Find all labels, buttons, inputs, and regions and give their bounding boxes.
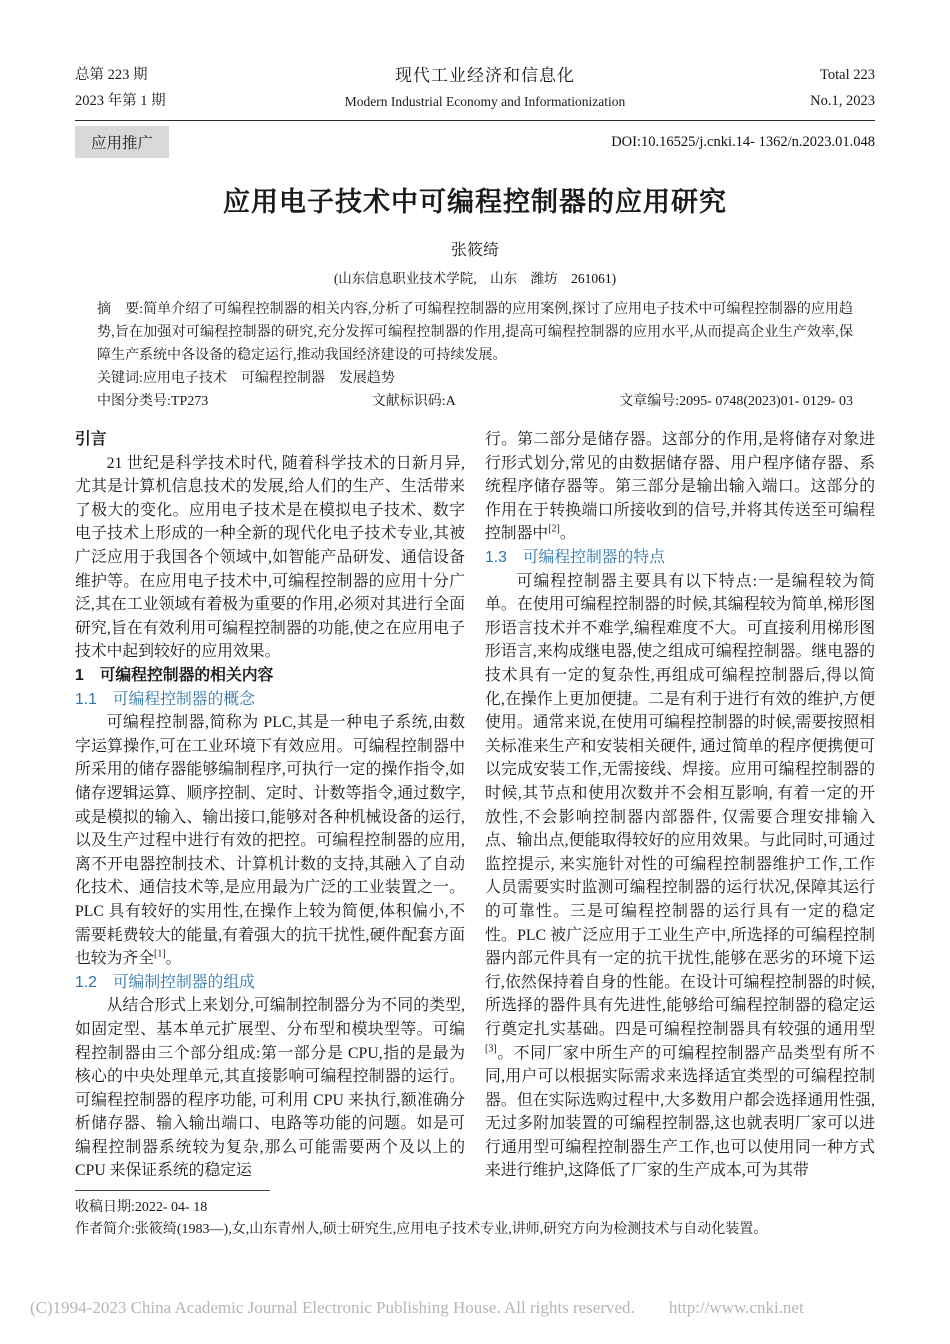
author-affiliation: (山东信息职业技术学院, 山东 潍坊 261061) xyxy=(333,271,617,287)
paragraph: 可编程控制器主要具有以下特点:一是编程较为简单。在使用可编程控制器的时候,其编程较为简单,梯形图形语言技术并不难学,编程难度不大。可直接利用梯形图形语言,来构成继电器,使之组成可编程控制器。继电器的技术具有一定的复杂性,再组成可编程控制器后,得以简化,在操作上更加便捷。二是有利于进行有效的维护,方便使用。通常来说,在使用可编程控制器的时候,需要按照相关标准来生产和安装相关硬件, 通过简单的程序便携便可以完成安装工作,无需接线、焊接。应用可编程控制器的时候,其节点和使用次数并不会相互影响, 有着一定的开放性,不会影响控制器内部器件, 仅需要合理安排输入点、输出点,便能取得较好的应用效果。与此同时,可通过监控提示, 来实施针对性的可编程控制器维护工作,工作人员需要实时监测可编程控制器的运行状况,保障其运行的可靠性。三是可编程控制器的运行具有一定的稳定性。PLC 被广泛应用于工业生产中,所选择的可编程控制器内部元件具有一定的抗干扰性,能够在恶劣的环境下运行,依然保持着自身的性能。在设计可编程控制器的时候, 所选择的器件具有先进性,能够给可编程控制器的稳定运行奠定扎实基础。四是可编程控制器具有较强的通用型[3]。不同厂家中所生产的可编程控制器产品类型有所不同,用户可以根据实际需求来选择适宜类型的可编程控制器。但在实际选购过程中,大多数用户都会选择通用性强,无过多附加装置的可编程控制器,这也就表明厂家可以进行通用型可编程控制器生产工作,也可以使用同一种方式来进行维护,这降低了厂家的生产成本,可为其带 xyxy=(485,572,875,1180)
issue-number-en: No.1, 2023 xyxy=(810,93,875,109)
author-bio: 作者简介:张筱绮(1983—),女,山东青州人,硕士研究生,应用电子技术专业,讲师,研究方向为检测技术与自动化装置。 xyxy=(75,1222,768,1238)
section-heading: 引言 xyxy=(75,431,107,449)
section-heading: 1.1 可编程控制器的概念 xyxy=(75,690,255,708)
doi-text: DOI:10.16525/j.cnki.14- 1362/n.2023.01.048 xyxy=(611,133,875,150)
issue-info-en xyxy=(725,64,875,112)
clc-number: 中图分类号:TP273 xyxy=(97,394,209,410)
citation-ref: [3] xyxy=(485,1043,497,1055)
paragraph: 21 世纪是科学技术时代, 随着科学技术的日新月异,尤其是计算机信息技术的发展,给人们的生产、生活带来了极大的变化。应用电子技术是在模拟电子技术、数字电子技术上形成的一种全新的现代化电子技术专业,其被广泛应用于我国各个领域中,如智能产品研发、通信设备维护等。在应用电子技术中,可编程控制器的应用十分广泛,其在工业领域有着极为重要的作用,必须对其进行全面研究,旨在有效利用可编程控制器的功能,使之在应用电子技术中起到较好的应用效果。 xyxy=(75,454,465,661)
issue-info-cn xyxy=(75,64,245,112)
footnote-block xyxy=(75,1190,875,1241)
article-id: 文章编号:2095- 0748(2023)01- 0129- 03 xyxy=(619,394,853,410)
page-footer xyxy=(30,1298,804,1318)
abstract-block xyxy=(75,298,875,413)
document-code: 文献标识码:A xyxy=(371,394,456,410)
section-heading: 1.3 可编程控制器的特点 xyxy=(485,549,665,567)
section-heading: 1.2 可编制控制器的组成 xyxy=(75,973,255,991)
journal-name xyxy=(245,64,725,112)
journal-header xyxy=(75,64,875,121)
left-column xyxy=(75,428,465,1183)
journal-name-cn: 现代工业经济和信息化 xyxy=(395,66,575,85)
paragraph: 行。第二部分是储存器。这部分的作用,是将储存对象进行形式划分,常见的由数据储存器、用户程序储存器、系统程序储存器等。第三部分是输出输入端口。这部分的作用在于转换端口所接收到的信号,并将其传送至可编程控制器中[2]。 xyxy=(485,431,875,543)
classification-row xyxy=(97,390,853,413)
issue-total-en: Total 223 xyxy=(820,67,875,83)
citation-ref: [2] xyxy=(548,524,560,536)
abstract-label: 摘 要: xyxy=(97,302,144,318)
journal-name-en: Modern Industrial Economy and Informationization xyxy=(344,94,626,109)
received-date: 收稿日期:2022- 04- 18 xyxy=(75,1200,208,1216)
author-name: 张筱绮 xyxy=(450,242,499,260)
keywords-label: 关键词: xyxy=(97,371,143,387)
column-badge: 应用推广 xyxy=(75,126,169,158)
footer-url: http://www.cnki.net xyxy=(668,1298,804,1317)
issue-number-cn: 2023 年第 1 期 xyxy=(75,93,166,109)
article-title: 应用电子技术中可编程控制器的应用研究 xyxy=(223,187,727,217)
abstract-paragraph xyxy=(97,298,853,367)
article-body xyxy=(75,428,875,1183)
copyright-text: (C)1994-2023 China Academic Journal Electronic Publishing House. All rights reserved. xyxy=(30,1298,635,1317)
right-column xyxy=(485,428,875,1183)
keywords-line xyxy=(97,367,853,390)
paragraph: 可编程控制器,简称为 PLC,其是一种电子系统,由数字运算操作,可在工业环境下有效应用。可编程控制器中所采用的储存器能够编制程序,可执行一定的操作指令,如储存逻辑运算、顺序控制、定时、计数等指令,通过数字,或是模拟的输入、输出接口,能够对各种机械设备的运行,以及生产过程中进行有效的把控。可编程控制器的应用,离不开电器控制技术、计算机计数的支持,其融入了自动化技术、通信技术等,是应用最为广泛的工业装置之一。PLC 具有较好的实用性,在操作上较为简便,体积偏小,不需要耗费较大的能量,有着强大的抗干扰性,硬件配套方面也较为齐全[1]。 xyxy=(75,714,465,968)
abstract-text: 简单介绍了可编程控制器的相关内容,分析了可编程控制器的应用案例,探讨了应用电子技术中可编程控制器的应用趋势,旨在加强对可编程控制器的研究,充分发挥可编程控制器的作用,提高可编程控制器的应用水平,从而提高企业生产效率,保障生产系统中各设备的稳定运行,推动我国经济建设的可持续发展。 xyxy=(97,302,853,364)
keywords-text: 应用电子技术 可编程控制器 发展趋势 xyxy=(142,371,395,387)
section-heading: 1 可编程控制器的相关内容 xyxy=(75,667,274,685)
issue-total-cn: 总第 223 期 xyxy=(75,67,148,83)
footnote-divider xyxy=(75,1190,270,1191)
paragraph: 从结合形式上来划分,可编制控制器分为不同的类型,如固定型、基本单元扩展型、分布型和模块型等。可编程控制器由三个部分组成:第一部分是 CPU,指的是最为核心的中央处理单元,其直接影响可编程控制器的运行。可编程控制器的程序功能, 可利用 CPU 来执行,额准确分析储存器、输入输出端口、电路等功能的问题。如是可编程控制器系统较为复杂,那么可能需要两个及以上的 CPU 来保证系统的稳定运 xyxy=(75,997,465,1180)
badge-doi-row xyxy=(75,126,875,158)
citation-ref: [1] xyxy=(154,948,166,960)
